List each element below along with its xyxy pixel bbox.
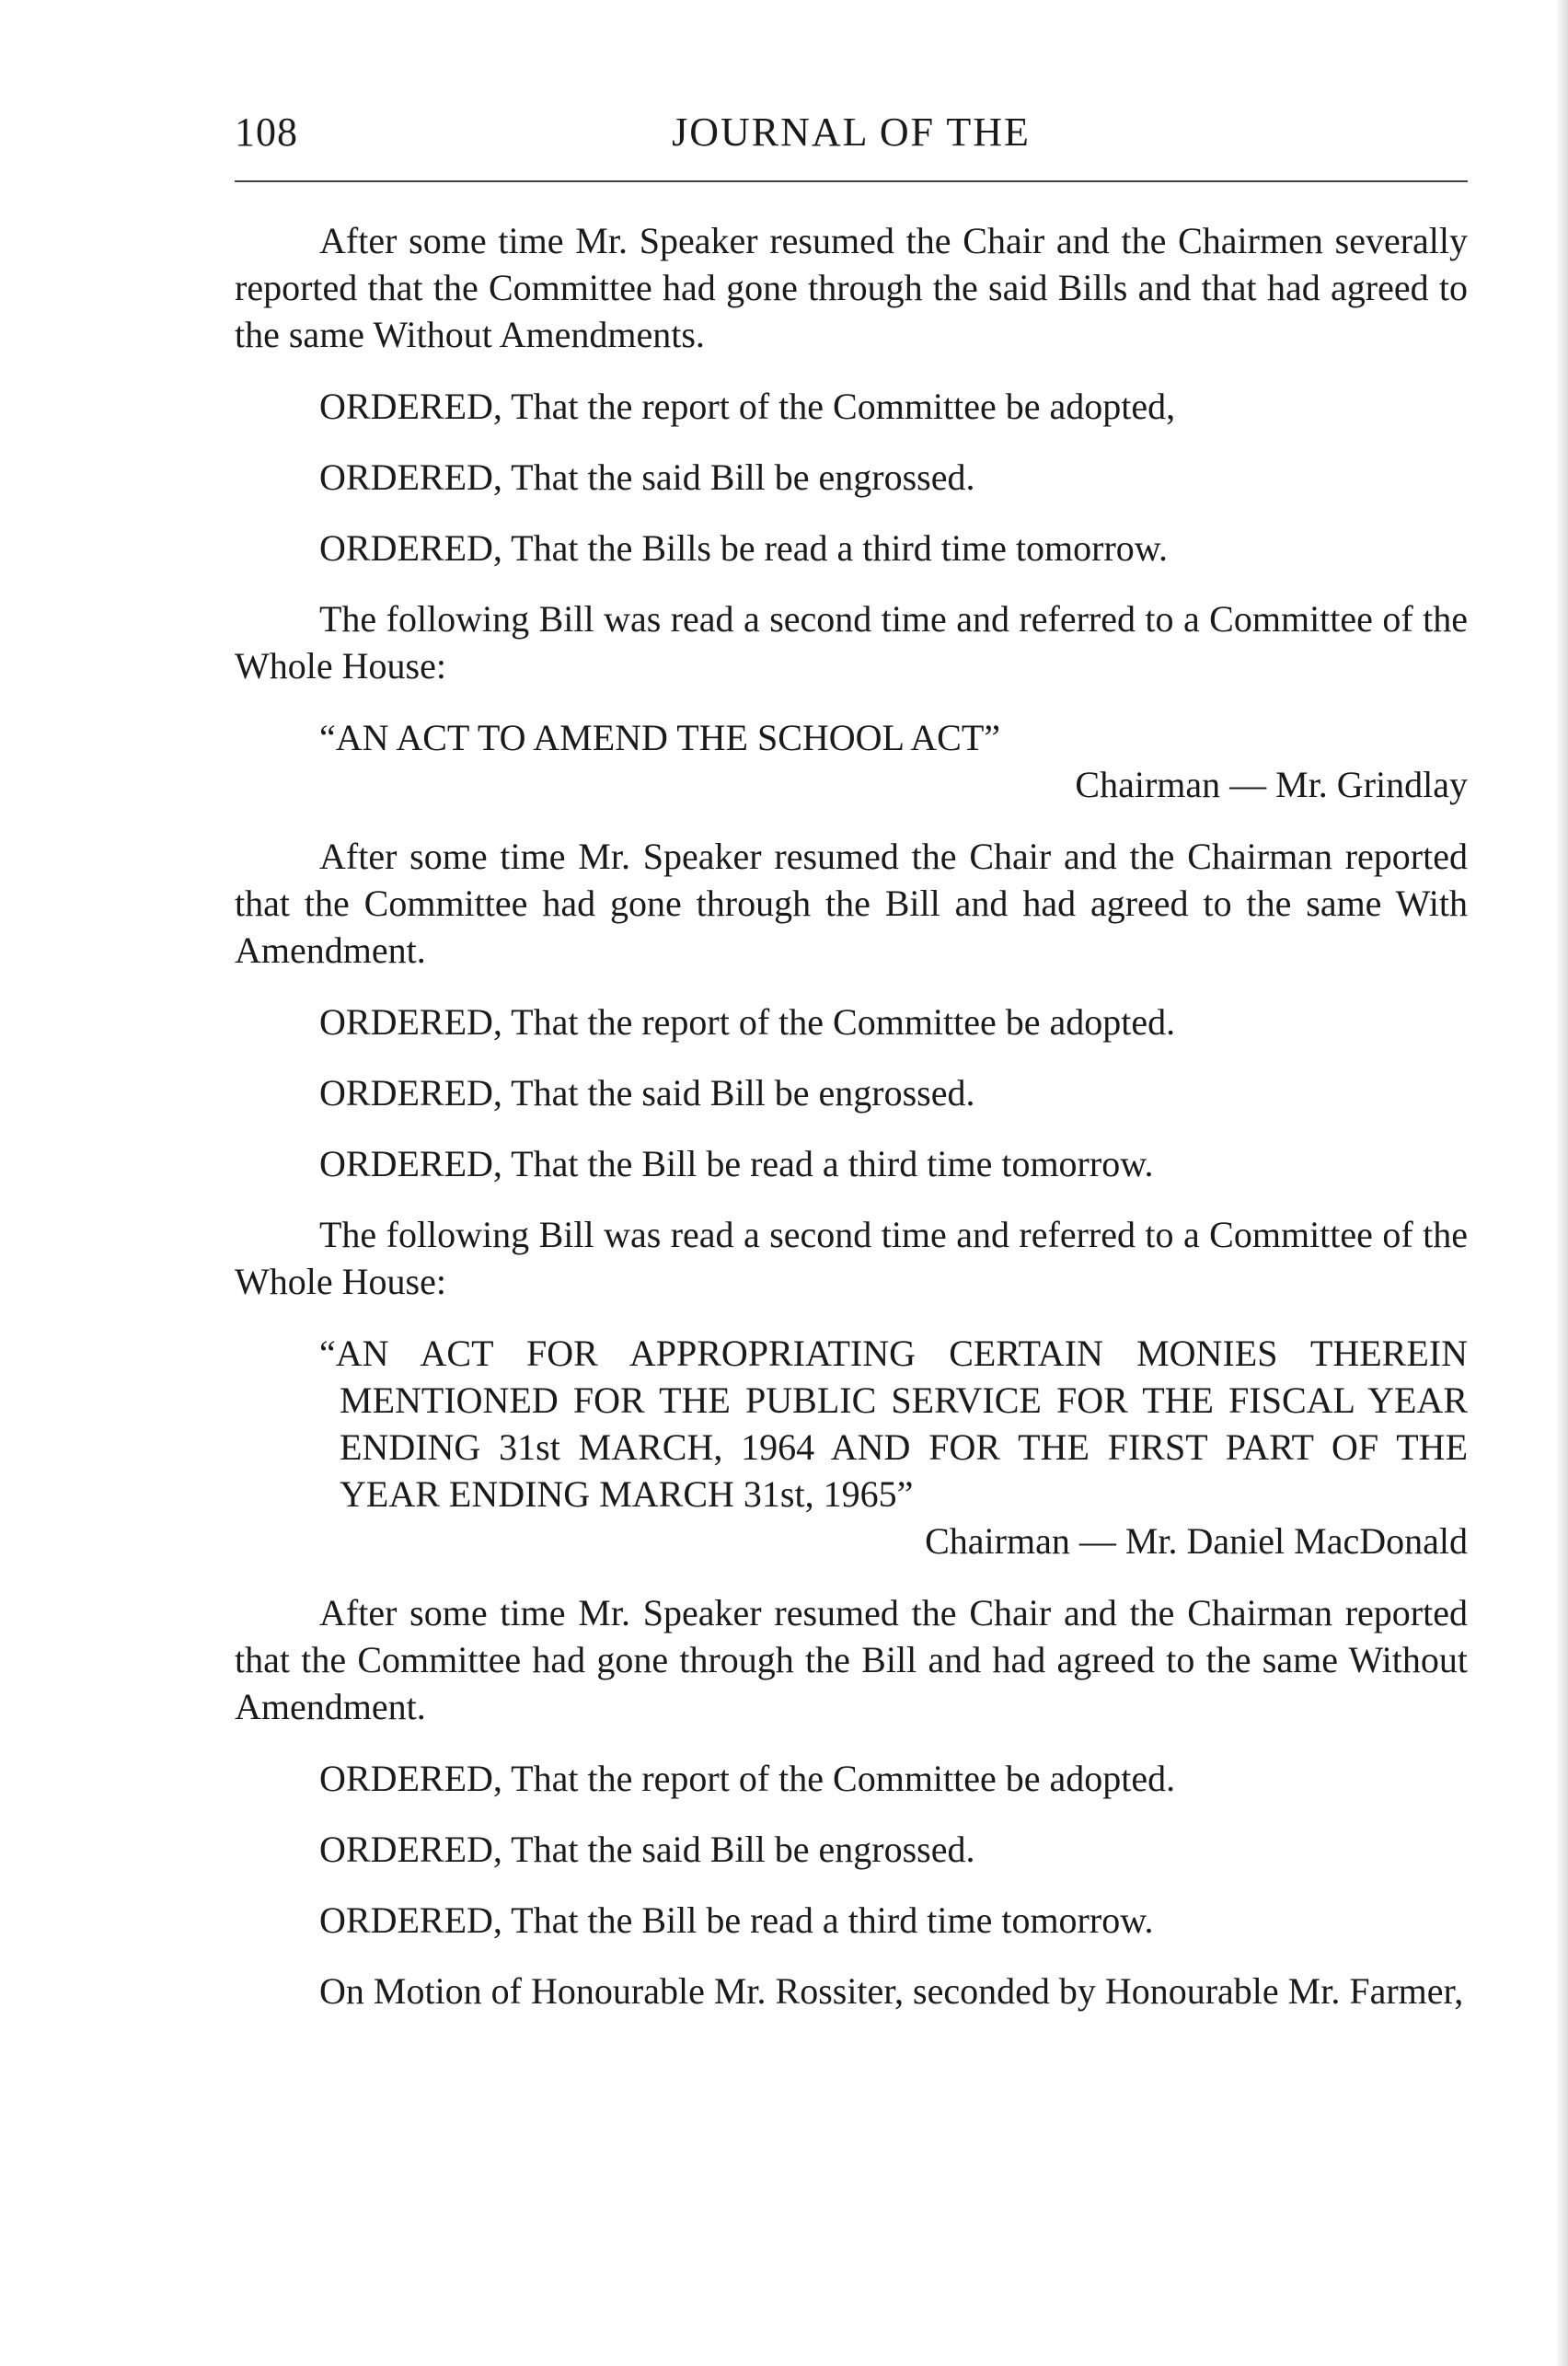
paragraph-motion-rossiter: On Motion of Honourable Mr. Rossiter, seconded by Honourable Mr. Farmer, — [319, 1970, 1464, 2012]
paragraph-second-reading-1: The following Bill was read a second time and referred to a Committee of the Whole House: — [235, 598, 1468, 687]
page-edge-shadow — [1555, 0, 1568, 2366]
paragraph-speaker-resumed-1: After some time Mr. Speaker resumed the Chair and the Chairmen severally reported that the Committee had gone through the said Bills and that had agreed to the same Without Amendments. — [235, 220, 1468, 355]
ordered-report-adopted-1: ORDERED, That the report of the Committee be adopted, — [319, 386, 1176, 427]
act-title-school-act: “AN ACT TO AMEND THE SCHOOL ACT” — [319, 717, 1001, 758]
running-title: JOURNAL OF THE — [672, 110, 1031, 155]
act-title-appropriation: “AN ACT FOR APPROPRIATING CERTAIN MONIES THEREIN MENTIONED FOR THE PUBLIC SERVICE FOR THE FISCAL YEAR ENDING 31st MARCH, 1964 AND FOR THE FIRST PART OF THE YEAR ENDING MARCH 31st, 1965” — [319, 1333, 1468, 1515]
ordered-third-reading-3: ORDERED, That the Bill be read a third time tomorrow. — [319, 1899, 1154, 1941]
ordered-bill-engrossed-1: ORDERED, That the said Bill be engrossed. — [319, 456, 975, 498]
page-header — [235, 109, 1468, 164]
ordered-bill-engrossed-2: ORDERED, That the said Bill be engrossed. — [319, 1072, 975, 1114]
page-number: 108 — [235, 110, 298, 155]
paragraph-speaker-resumed-2: After some time Mr. Speaker resumed the Chair and the Chairman reported that the Committee had gone through the Bill and had agreed to the same With Amendment. — [235, 836, 1468, 971]
paragraph-second-reading-2: The following Bill was read a second time and referred to a Committee of the Whole House: — [235, 1214, 1468, 1302]
chairman-grindlay: Chairman — Mr. Grindlay — [1075, 764, 1468, 805]
ordered-third-reading-1: ORDERED, That the Bills be read a third time tomorrow. — [319, 527, 1169, 569]
header-rule — [235, 180, 1468, 182]
ordered-report-adopted-2: ORDERED, That the report of the Committee be adopted. — [319, 1001, 1176, 1043]
ordered-bill-engrossed-3: ORDERED, That the said Bill be engrossed. — [319, 1829, 975, 1870]
page-body — [235, 217, 1468, 2039]
chairman-macdonald: Chairman — Mr. Daniel MacDonald — [925, 1520, 1468, 1562]
paragraph-speaker-resumed-3: After some time Mr. Speaker resumed the Chair and the Chairman reported that the Committee had gone through the Bill and had agreed to the same Without Amendment. — [235, 1592, 1468, 1727]
ordered-report-adopted-3: ORDERED, That the report of the Committee be adopted. — [319, 1758, 1176, 1799]
ordered-third-reading-2: ORDERED, That the Bill be read a third time tomorrow. — [319, 1143, 1154, 1184]
